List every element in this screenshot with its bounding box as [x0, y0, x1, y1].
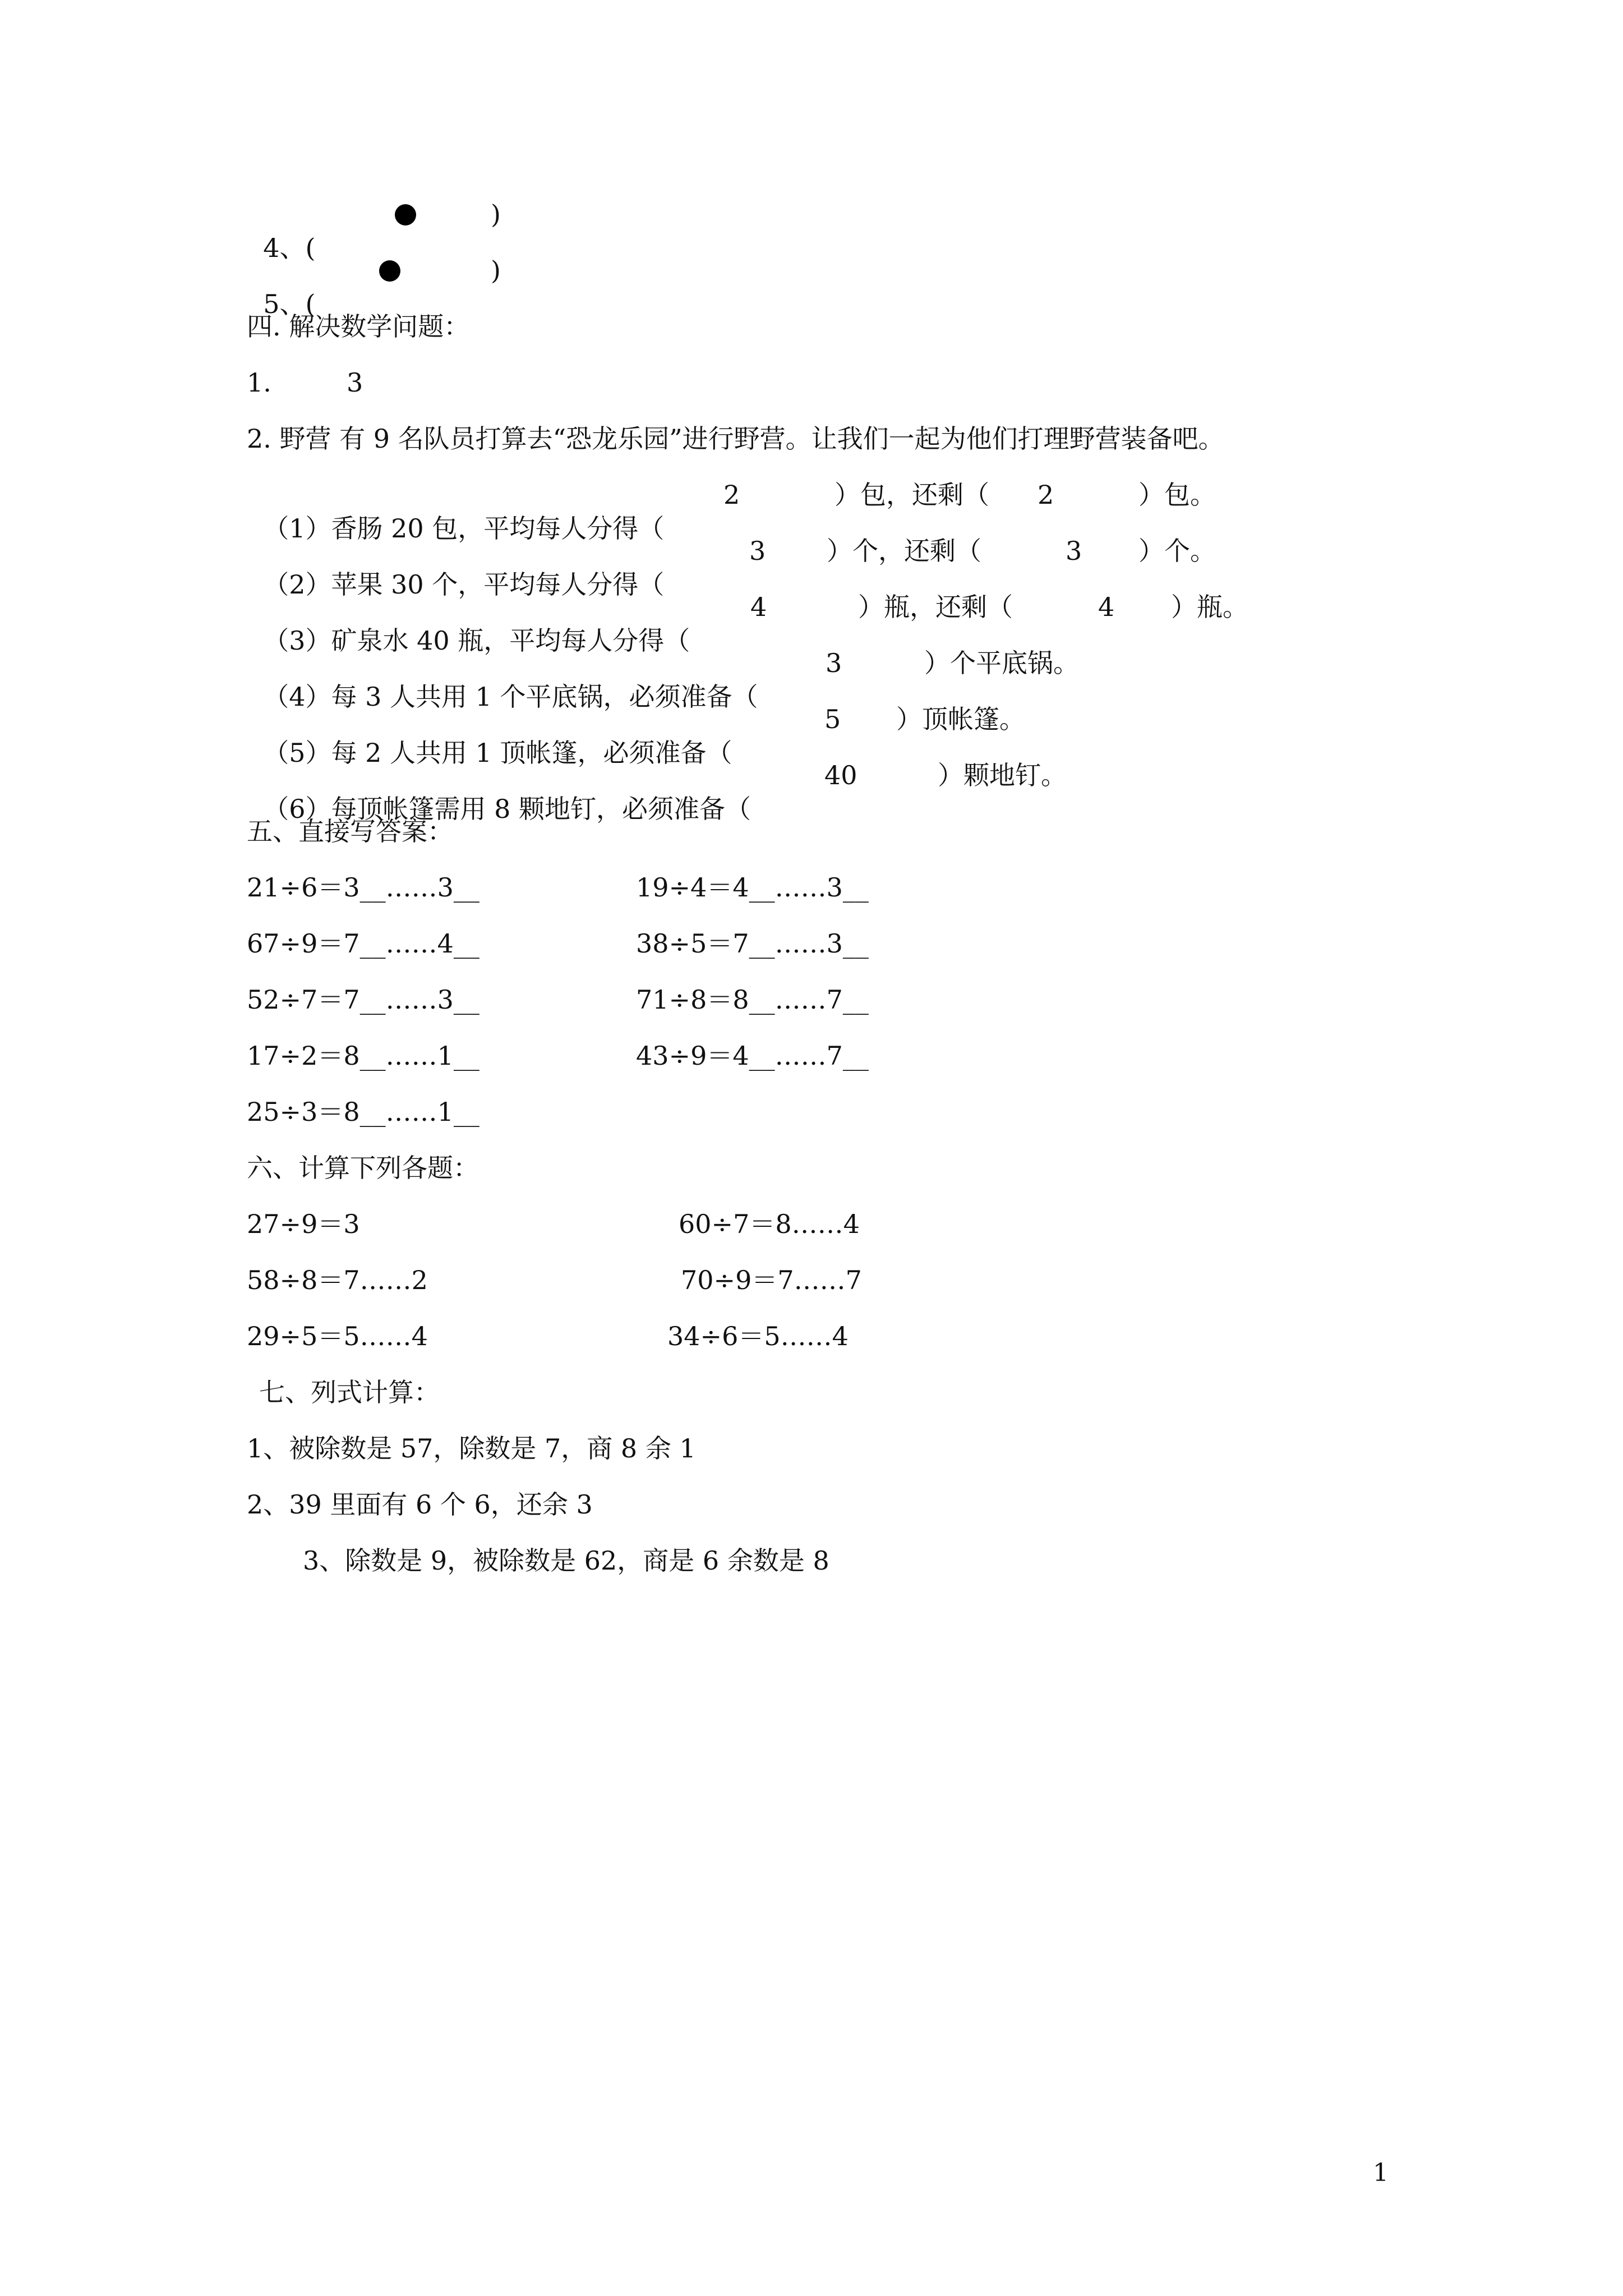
section6-heading: 六、计算下列各题：	[247, 1153, 479, 1183]
q1-number: 1.	[247, 367, 271, 398]
part-answer: 5	[824, 704, 841, 734]
q1-answer: 3	[347, 367, 363, 398]
calc-right: 19÷4＝4__……3__	[636, 872, 869, 903]
part-text: ）个平底锅。	[924, 648, 1079, 678]
part-answer: 3	[826, 648, 842, 678]
calc-right: 71÷8＝8__……7__	[636, 984, 869, 1015]
dot-shape	[379, 260, 400, 282]
part-text: （1）香肠 20 包，平均每人分得（	[263, 513, 665, 544]
part-text: ）颗地钉。	[938, 760, 1067, 790]
page-number: 1	[1373, 2159, 1389, 2187]
item-4-prefix: 4、(	[263, 233, 316, 263]
part-answer: 4	[750, 592, 767, 622]
part-text: （6）每顶帐篷需用 8 颗地钉，必须准备（	[263, 794, 751, 824]
part-text: ）个，还剩（	[827, 536, 981, 566]
part-text: （2）苹果 30 个，平均每人分得（	[263, 569, 665, 600]
calc-left: 27÷9＝3	[247, 1209, 360, 1239]
part-text: ）瓶，还剩（	[858, 592, 1013, 622]
list-item: 1、被除数是 57，除数是 7，商 8 余 1	[247, 1433, 696, 1464]
part-answer: 40	[824, 760, 857, 790]
calc-left: 58÷8＝7……2	[247, 1265, 428, 1295]
part-answer: 3	[749, 536, 766, 566]
part-answer: 4	[1098, 592, 1115, 622]
section7-heading: 七、列式计算：	[259, 1377, 440, 1407]
part-text: ）瓶。	[1171, 592, 1248, 622]
part-answer: 2	[723, 480, 740, 510]
list-item: 2、39 里面有 6 个 6，还余 3	[247, 1489, 593, 1520]
part-text: （4）每 3 人共用 1 个平底锅，必须准备（	[263, 682, 758, 712]
section4-heading: 四. 解决数学问题：	[247, 311, 470, 342]
part-text: ）包，还剩（	[834, 480, 989, 510]
part-text: （3）矿泉水 40 瓶，平均每人分得（	[263, 625, 690, 656]
part-text: ）包。	[1138, 480, 1216, 510]
item-5-prefix: 5、(	[263, 289, 316, 319]
calc-left: 52÷7＝7__……3__	[247, 984, 479, 1015]
calc-left: 21÷6＝3__……3__	[247, 872, 479, 903]
part-answer: 2	[1038, 480, 1054, 510]
calc-left: 17÷2＝8__……1__	[247, 1041, 479, 1071]
item-5-close: )	[491, 255, 501, 286]
calc-right: 70÷9＝7……7	[681, 1265, 862, 1295]
part-answer: 3	[1066, 536, 1082, 566]
calc-left: 29÷5＝5……4	[247, 1321, 428, 1351]
item-4-close: )	[491, 199, 501, 229]
part-text: ）个。	[1138, 536, 1216, 566]
calc-right: 43÷9＝4__……7__	[636, 1041, 869, 1071]
calc-left: 67÷9＝7__……4__	[247, 928, 479, 959]
calc-right: 38÷5＝7__……3__	[636, 928, 869, 959]
dot-shape	[395, 204, 416, 226]
calc-right: 34÷6＝5……4	[667, 1321, 849, 1351]
part-text: （5）每 2 人共用 1 顶帐篷，必须准备（	[263, 738, 732, 768]
calc-left: 25÷3＝8__……1__	[247, 1097, 479, 1127]
q2-intro: 2. 野营 有 9 名队员打算去“恐龙乐园”进行野营。让我们一起为他们打理野营装备吧。	[247, 424, 1224, 454]
part-text: ）顶帐篷。	[896, 704, 1025, 734]
calc-right: 60÷7＝8……4	[679, 1209, 860, 1239]
list-item: 3、除数是 9，被除数是 62，商是 6 余数是 8	[303, 1545, 829, 1576]
section5-heading: 五、直接写答案：	[247, 816, 453, 846]
